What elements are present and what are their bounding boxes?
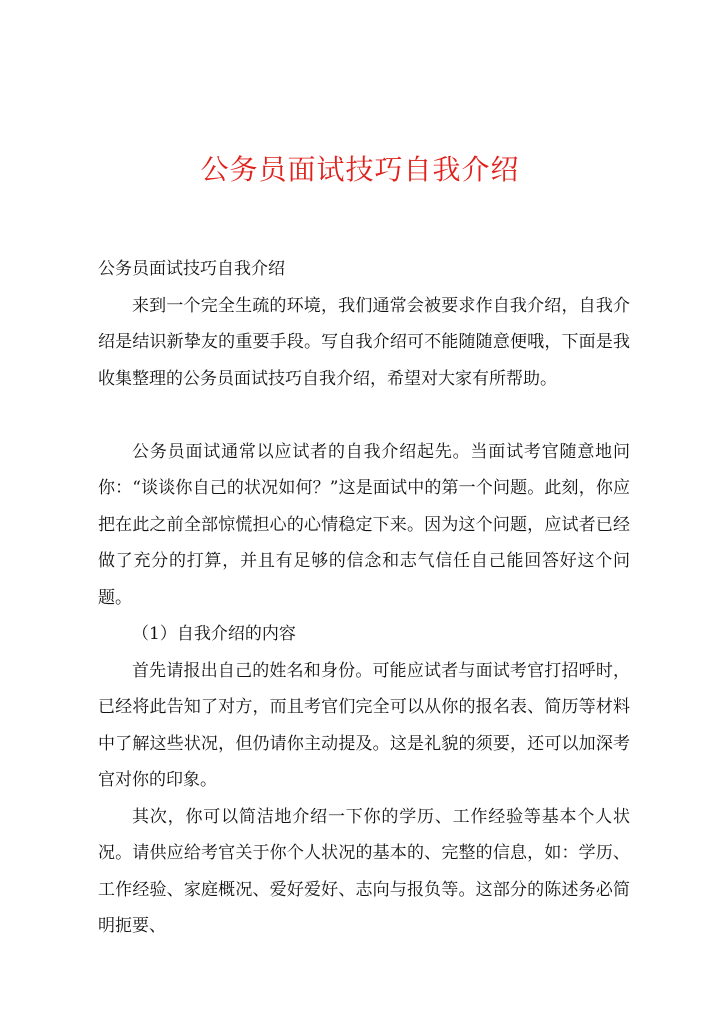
paragraph-interview-start: 公务员面试通常以应试者的自我介绍起先。当面试考官随意地问你：“谈谈你自己的状况如何？”这是面试中的第一个问题。此刻，你应把在此之前全部惊慌担心的心情稳定下来。因为这个问题，应试者已经做了充分的打算，并且有足够的信念和志气信任自己能回答好这个问题。 bbox=[98, 441, 630, 608]
section-heading: 公务员面试技巧自我介绍 bbox=[98, 259, 285, 279]
document-title: 公务员面试技巧自我介绍 bbox=[200, 153, 520, 186]
document-body bbox=[98, 251, 630, 945]
paragraph-background: 其次，你可以简洁地介绍一下你的学历、工作经验等基本个人状况。请供应给考官关于你个人状况的基本的、完整的信息，如：学历、工作经验、家庭概况、爱好爱好、志向与报负等。这部分的陈述务必简明扼要、 bbox=[98, 806, 630, 936]
paragraph-name-identity: 首先请报出自己的姓名和身份。可能应试者与面试考官打招呼时，已经将此告知了对方，而且考官们完全可以从你的报名表、简历等材料中了解这些状况，但仍请你主动提及。这是礼貌的须要，还可以加深考官对你的印象。 bbox=[98, 660, 630, 790]
blank-line bbox=[98, 397, 630, 434]
paragraph-intro: 来到一个完全生疏的环境，我们通常会被要求作自我介绍，自我介绍是结识新挚友的重要手段。写自我介绍可不能随随意便哦，下面是我收集整理的公务员面试技巧自我介绍，希望对大家有所帮助。 bbox=[98, 295, 630, 389]
subheading-content: （1）自我介绍的内容 bbox=[132, 624, 296, 644]
